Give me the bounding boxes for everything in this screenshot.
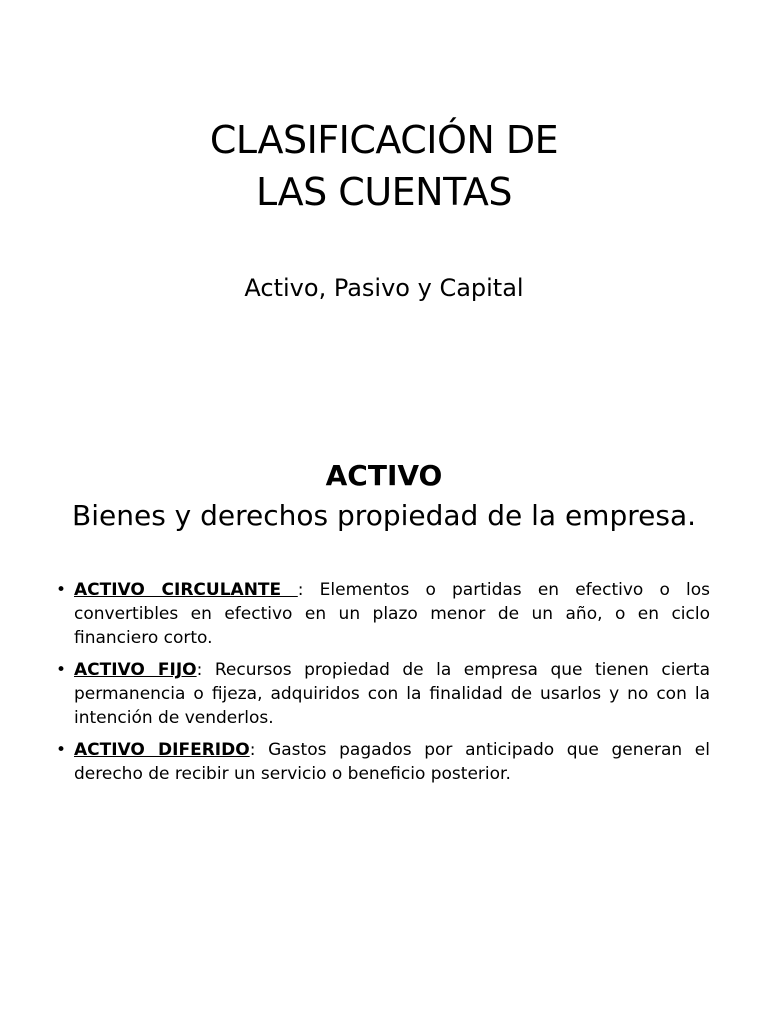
slide-subtitle: Activo, Pasivo y Capital: [244, 274, 524, 302]
slide-title: [0, 114, 768, 218]
bullet-icon: •: [56, 740, 67, 760]
bullet-text: : Elementos o partidas en efectivo o los convertibles en efectivo en un plazo menor de un año, o en ciclo financiero corto.: [74, 580, 710, 648]
bullet-item-activo-diferido: [56, 738, 710, 786]
bullet-icon: •: [56, 580, 67, 600]
activo-slide: [0, 440, 768, 1024]
bullet-item-activo-circulante: [56, 578, 710, 650]
slide-title-line-1: CLASIFICACIÓN DE: [209, 118, 559, 162]
section-heading: ACTIVO: [325, 459, 443, 492]
bullet-text: : Recursos propiedad de la empresa que tienen cierta permanencia o fijeza, adquiridos con la finalidad de usarlos y no con la intención de venderlos.: [74, 660, 710, 728]
bullet-icon: •: [56, 660, 67, 680]
bullet-text: : Gastos pagados por anticipado que generan el derecho de recibir un servicio o beneficio posterior.: [74, 740, 710, 784]
bullet-term: ACTIVO FIJO: [74, 660, 197, 680]
bullet-item-activo-fijo: [56, 658, 710, 730]
title-slide: [0, 0, 768, 400]
bullet-term: ACTIVO CIRCULANTE: [74, 580, 298, 600]
bullet-list: [56, 578, 710, 794]
bullet-term: ACTIVO DIFERIDO: [74, 740, 250, 760]
section-definition: Bienes y derechos propiedad de la empresa.: [72, 499, 696, 532]
slide-title-line-2: LAS CUENTAS: [256, 170, 512, 214]
